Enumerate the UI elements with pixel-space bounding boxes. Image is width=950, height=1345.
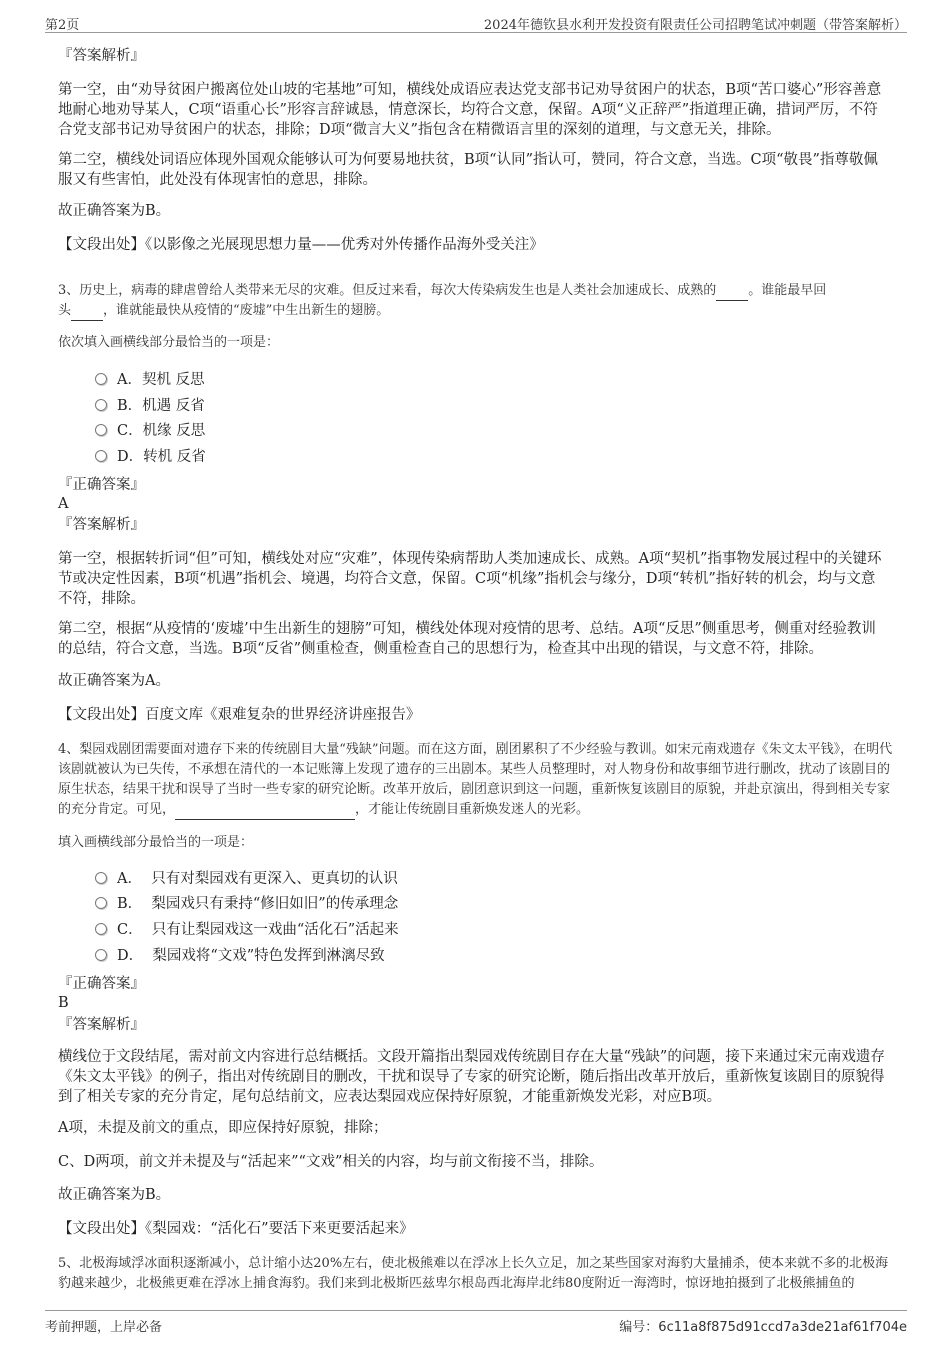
option-c[interactable]: C． 只有让梨园戏这一戏曲“活化石”活起来 — [95, 920, 399, 940]
source-citation: 【文段出处】百度文库《艰难复杂的世界经济讲座报告》 — [58, 707, 421, 723]
radio-button[interactable] — [95, 897, 107, 909]
analysis-paragraph: 第一空，由“劝导贫困户搬离位处山坡的宅基地”可知，横线处成语应表达党支部书记劝导贫困户的状态，B项“苦口婆心”形容善意地耐心地劝导某人，C项“语重心长”形容言辞诚恳，情意深长，均符合文意，保留。A项“义正辞严”指道理正确，措词严厉，不符合党支部书记劝导贫困户的状态，排除；D项“微言大义”指包含在精微语言里的深刻的道理，与文意无关，排除。 — [58, 82, 882, 138]
page-footer — [45, 1310, 907, 1335]
footer-slogan: 考前押题，上岸必备 — [45, 1320, 163, 1335]
analysis-paragraph: A项，未提及前文的重点，即应保持好原貌，排除； — [58, 1120, 388, 1136]
question-prompt: 依次填入画横线部分最恰当的一项是： — [58, 335, 280, 350]
analysis-paragraph: 第二空，根据“从疫情的‘废墟’中生出新生的翅膀”可知，横线处体现对疫情的思考、总结。A项“反思”侧重思考，侧重对经验教训的总结，符合文意，当选。B项“反省”侧重检查，侧重检查自己的思想行为，检查其中出现的错误，与文意不符，排除。 — [58, 621, 876, 657]
question-prompt: 填入画横线部分最恰当的一项是： — [58, 835, 254, 850]
option-d[interactable]: D． 梨园戏将“文戏”特色发挥到淋漓尽致 — [95, 946, 385, 966]
analysis-label: 『答案解析』 — [58, 48, 145, 64]
radio-button[interactable] — [95, 373, 107, 385]
question-4-text: 4、梨园戏剧团需要面对遗存下来的传统剧目大量“残缺”问题。而在这方面，剧团累积了不少经验与教训。如宋元南戏遗存《朱文太平钱》，在明代该剧就被认为已失传，不承想在清代的一本记账簿上发现了遗存的三出剧本。某些人员整理时，对人物身份和故事细节进行删改，扰动了该剧目的原生状态，结果干扰和误导了当时一些专家的研究论断。改革开放后，剧团意识到这一问题，重新恢复该剧目的原貌，并赴京演出，得到相关专家的充分肯定。可见， ，才能让传统剧目重新焕发迷人的光彩。 — [58, 740, 893, 820]
answer-conclusion: 故正确答案为B。 — [58, 1187, 171, 1203]
analysis-paragraph: 第二空，横线处词语应体现外国观众能够认可为何要易地扶贫，B项“认同”指认可，赞同，符合文意，当选。C项“敬畏”指尊敬佩服又有些害怕，此处没有体现害怕的意思，排除。 — [58, 152, 878, 188]
radio-button[interactable] — [95, 923, 107, 935]
answer-blank — [71, 306, 103, 321]
source-citation: 【文段出处】《以影像之光展现思想力量——优秀对外传播作品海外受关注》 — [58, 237, 544, 253]
page-header — [45, 12, 907, 33]
radio-button[interactable] — [95, 450, 107, 462]
option-d[interactable]: D．转机 反省 — [95, 447, 206, 467]
question-5-text: 5、北极海域浮冰面积逐渐减小，总计缩小达20%左右，使北极熊难以在浮冰上长久立足，加之某些国家对海豹大量捕杀，使本来就不多的北极海豹越来越少，北极熊更难在浮冰上捕食海豹。我们来到北极斯匹兹卑尔根岛西北海岸北纬80度附近一海湾时，惊讶地拍摄到了北极熊捕鱼的 — [58, 1256, 889, 1291]
correct-answer: A — [58, 496, 69, 512]
analysis-paragraph: C、D两项，前文并未提及与“活起来”“文戏”相关的内容，均与前文衔接不当，排除。 — [58, 1154, 604, 1170]
question-3-text: 3、历史上，病毒的肆虐曾给人类带来无尽的灾难。但反过来看，每次大传染病发生也是人类社会加速成长、成熟的 。谁能最早回 头 ，谁就能最快从疫情的“废墟”中生出新生的翅膀。 — [58, 281, 893, 321]
analysis-label: 『答案解析』 — [58, 517, 145, 533]
radio-button[interactable] — [95, 424, 107, 436]
analysis-paragraph: 第一空，根据转折词“但”可知，横线处对应“灾难”，体现传染病帮助人类加速成长、成熟。A项“契机”指事物发展过程中的关键环节或决定性因素，B项“机遇”指机会、境遇，均符合文意，保留。C项“机缘”指机会与缘分，D项“转机”指好转的机会，均与文意不符，排除。 — [58, 551, 882, 607]
analysis-label: 『答案解析』 — [58, 1017, 145, 1033]
radio-button[interactable] — [95, 399, 107, 411]
option-b[interactable]: B． 梨园戏只有秉持“修旧如旧”的传承理念 — [95, 894, 398, 914]
option-a[interactable]: A．契机 反思 — [95, 370, 205, 390]
answer-blank — [716, 286, 748, 301]
analysis-paragraph: 横线位于文段结尾，需对前文内容进行总结概括。文段开篇指出梨园戏传统剧目存在大量“残缺”的问题，接下来通过宋元南戏遗存《朱文太平钱》的例子，指出对传统剧目的删改，干扰和误导了专家的研究论断，随后指出改革开放后，重新恢复该剧目的原貌得到了相关专家的充分肯定，尾句总结前文，应表达梨园戏应保持好原貌，才能重新焕发光彩，对应B项。 — [58, 1049, 885, 1105]
page-number: 第2页 — [45, 18, 80, 33]
answer-blank — [175, 805, 355, 820]
correct-answer: B — [58, 995, 69, 1011]
correct-answer-label: 『正确答案』 — [58, 477, 145, 493]
document-id: 编号：6c11a8f875d91ccd7a3de21af61f704e — [619, 1320, 907, 1335]
correct-answer-label: 『正确答案』 — [58, 976, 145, 992]
document-title: 2024年德钦县水利开发投资有限责任公司招聘笔试冲刺题（带答案解析） — [483, 18, 907, 33]
option-b[interactable]: B．机遇 反省 — [95, 396, 205, 416]
source-citation: 【文段出处】《梨园戏：“活化石”要活下来更要活起来》 — [58, 1221, 414, 1237]
radio-button[interactable] — [95, 949, 107, 961]
option-a[interactable]: A． 只有对梨园戏有更深入、更真切的认识 — [95, 869, 398, 889]
radio-button[interactable] — [95, 872, 107, 884]
answer-conclusion: 故正确答案为A。 — [58, 673, 170, 689]
answer-conclusion: 故正确答案为B。 — [58, 203, 171, 219]
option-c[interactable]: C．机缘 反思 — [95, 421, 205, 441]
